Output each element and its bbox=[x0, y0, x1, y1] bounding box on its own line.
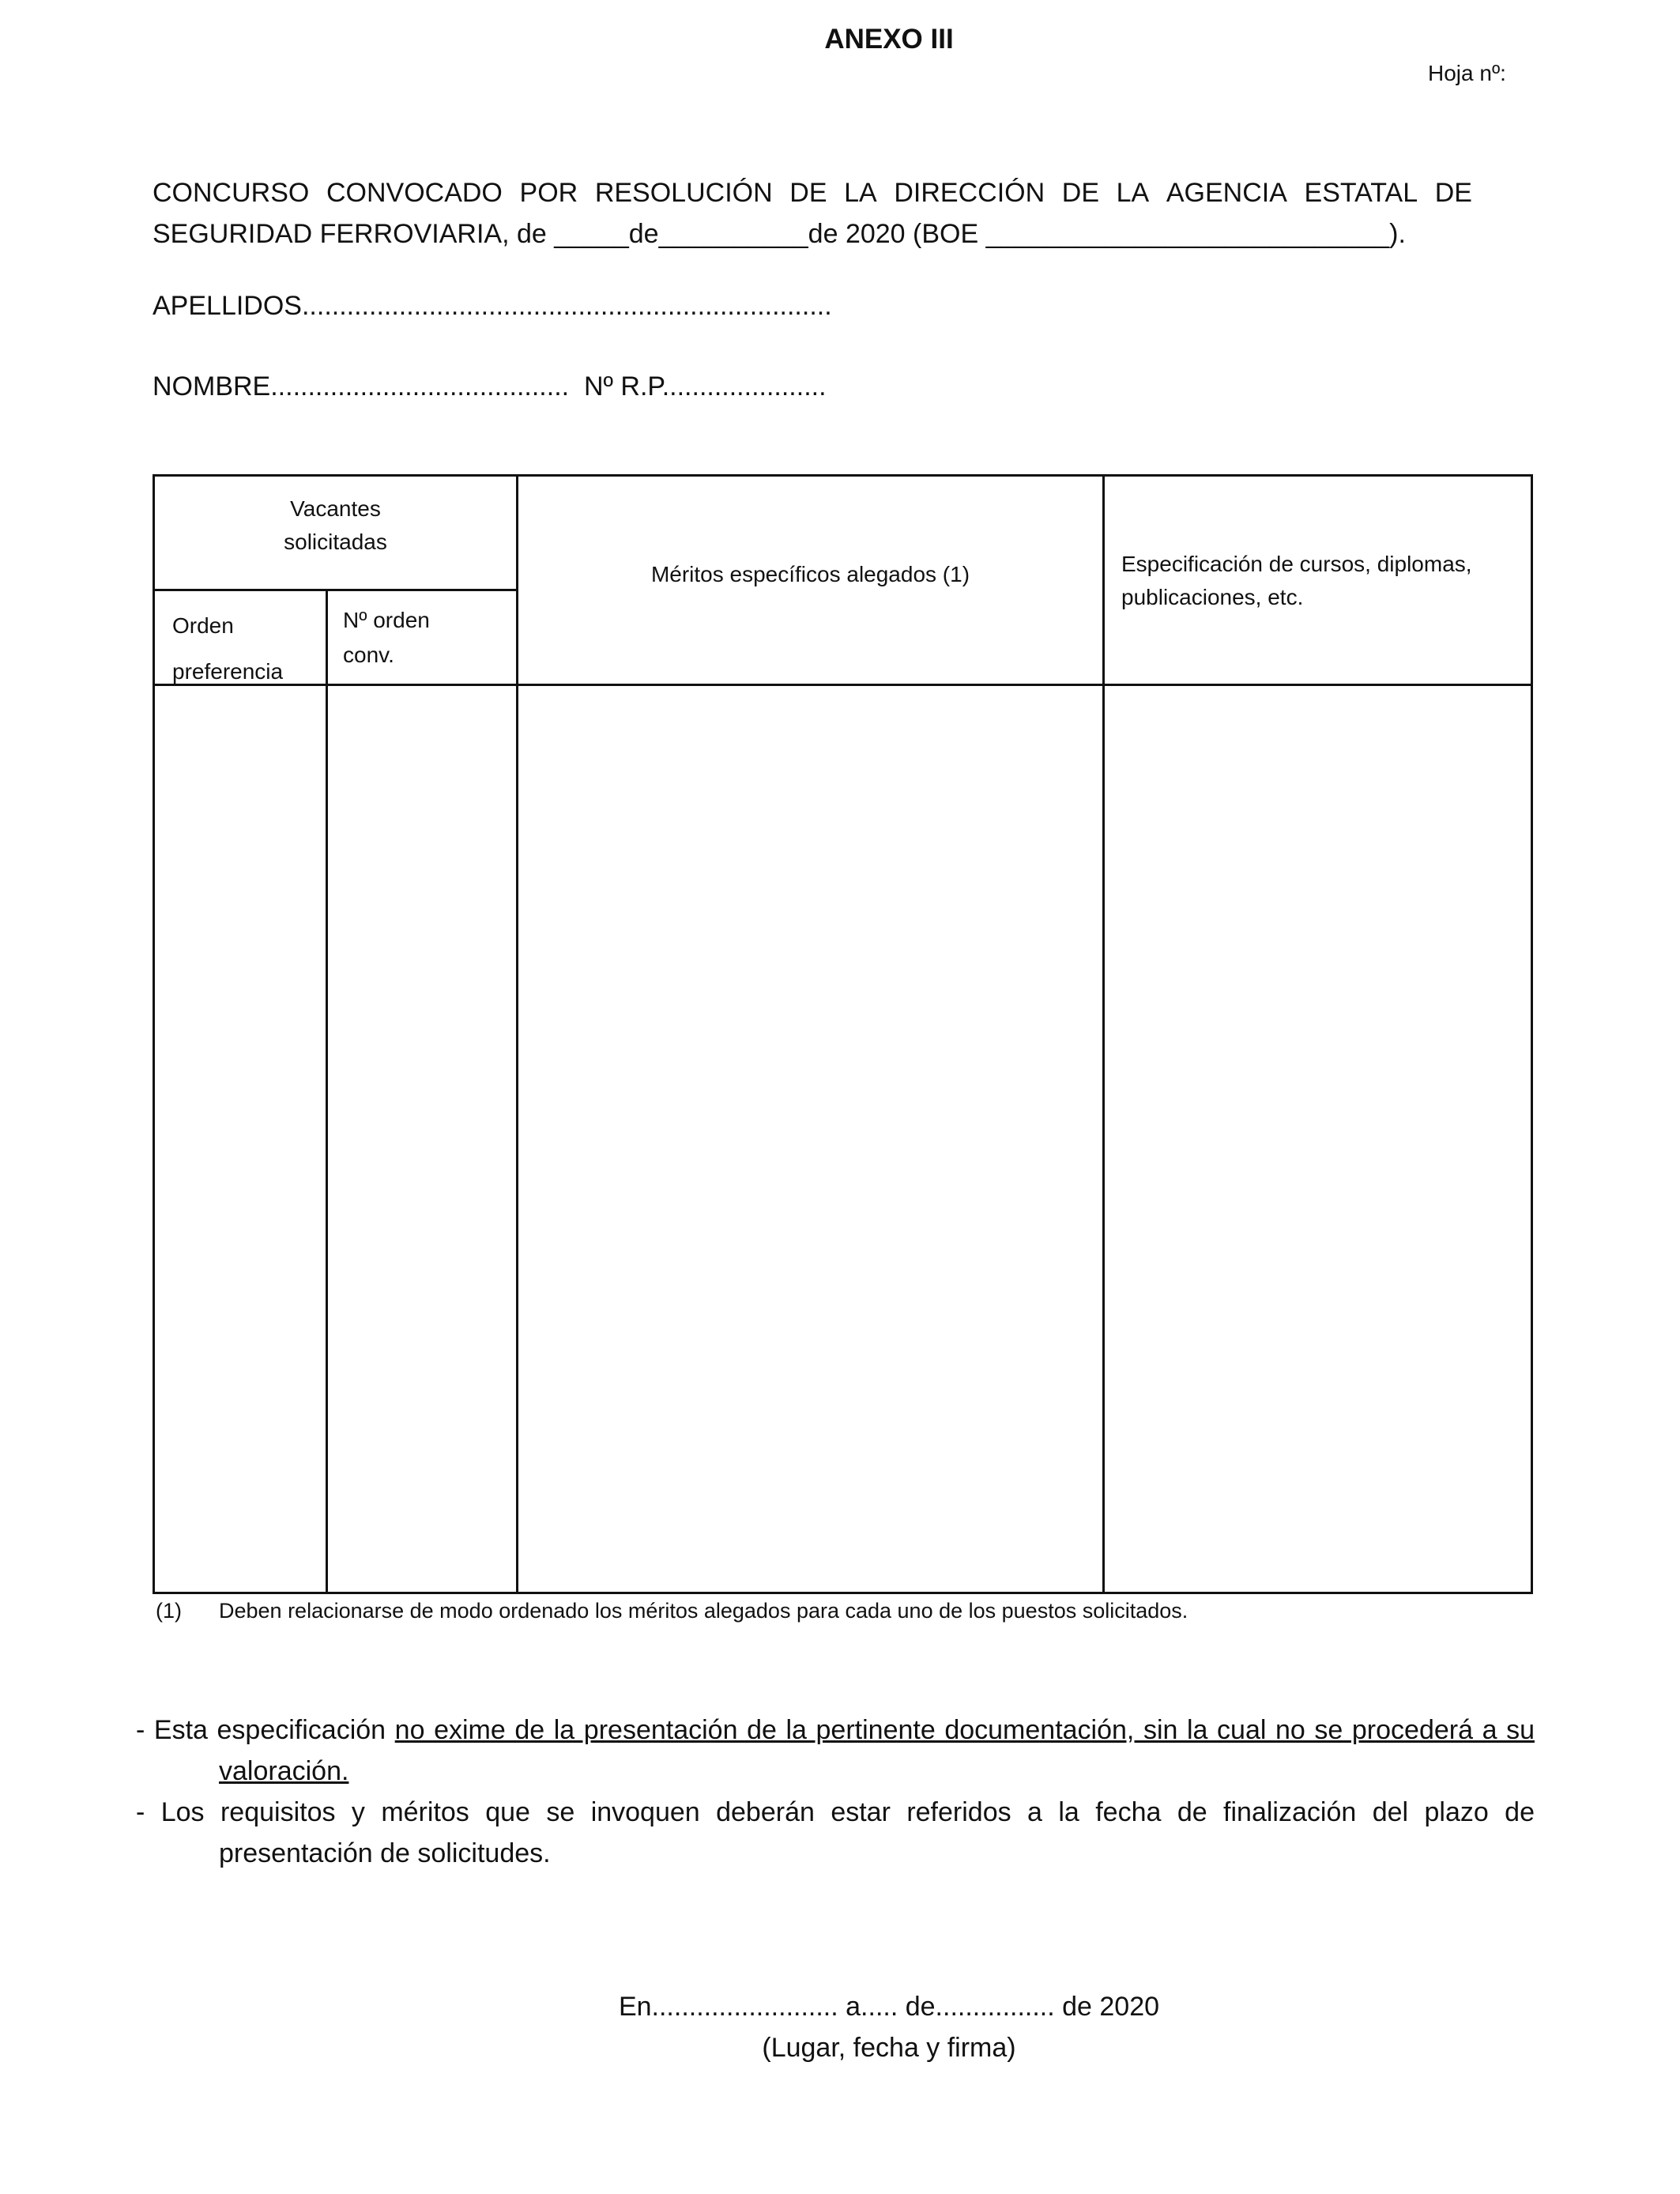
footnote-number: (1) bbox=[156, 1599, 182, 1623]
merits-header: Méritos específicos alegados (1) bbox=[650, 562, 970, 586]
specification-header-line: Especificación de cursos, diplomas, bbox=[1121, 552, 1472, 576]
merits-entry[interactable] bbox=[518, 686, 1102, 1592]
order-conv-line: Nº orden bbox=[343, 608, 430, 632]
notes-list bbox=[136, 1710, 1535, 1874]
note-requirements: - Los requisitos y méritos que se invoquen deberán estar referidos a la fecha de finalización del plazo de presentación de solicitudes. bbox=[136, 1797, 1535, 1868]
merits-table bbox=[153, 474, 1533, 1594]
footnote-text: Deben relacionarse de modo ordenado los méritos alegados para cada uno de los puestos solicitados. bbox=[219, 1599, 1188, 1623]
intro-word: DE bbox=[1061, 178, 1100, 208]
intro-word: LA bbox=[1116, 178, 1150, 208]
signature-place-date: En......................... a..... de................ de 2020 bbox=[618, 1992, 1160, 2022]
name-field[interactable]: NOMBRE........................................ bbox=[153, 371, 570, 401]
intro-word: DIRECCIÓN bbox=[894, 178, 1045, 208]
intro-word: LA bbox=[844, 178, 877, 208]
intro-word: RESOLUCIÓN bbox=[594, 178, 773, 208]
specification-header bbox=[1121, 548, 1472, 614]
order-preference-line: Orden bbox=[172, 613, 234, 638]
order-preference-entry[interactable] bbox=[155, 686, 326, 1592]
vacancies-header-line: solicitadas bbox=[284, 530, 387, 554]
intro-line-1 bbox=[153, 172, 1472, 213]
intro-line-2: SEGURIDAD FERROVIARIA, de _____de__________de 2020 (BOE ___________________________). bbox=[153, 219, 1406, 249]
intro-word: POR bbox=[519, 178, 578, 208]
intro-word: DE bbox=[789, 178, 827, 208]
rp-number-field[interactable]: Nº R.P...................... bbox=[584, 371, 827, 401]
document-title: ANEXO III bbox=[824, 24, 954, 55]
surnames-field[interactable]: APELLIDOS....................................................................... bbox=[153, 291, 832, 321]
order-conv-entry[interactable] bbox=[328, 686, 516, 1592]
note-documentation bbox=[136, 1710, 1535, 1792]
note-documentation-prefix: - Esta especificación bbox=[136, 1715, 395, 1745]
order-conv-header bbox=[343, 603, 430, 673]
intro-word: ESTATAL bbox=[1304, 178, 1418, 208]
name-field-row bbox=[153, 371, 827, 402]
intro-word: CONVOCADO bbox=[326, 178, 503, 208]
table-divider bbox=[155, 589, 517, 591]
intro-paragraph bbox=[153, 172, 1472, 254]
sheet-number-label: Hoja nº: bbox=[1428, 61, 1506, 85]
specification-header-line: publicaciones, etc. bbox=[1121, 585, 1304, 609]
order-conv-line: conv. bbox=[343, 643, 394, 667]
order-preference-header bbox=[172, 603, 283, 695]
footnote bbox=[156, 1599, 1188, 1623]
intro-word: DE bbox=[1434, 178, 1472, 208]
specification-entry[interactable] bbox=[1105, 686, 1531, 1592]
signature-caption: (Lugar, fecha y firma) bbox=[762, 2033, 1016, 2063]
note-documentation-underlined: no exime de la presentación de la pertinente documentación, sin la cual no se procederá a su valoración. bbox=[219, 1715, 1535, 1786]
vacancies-header-line: Vacantes bbox=[290, 496, 381, 521]
vacancies-header bbox=[155, 492, 516, 559]
order-preference-line: preferencia bbox=[172, 659, 284, 684]
intro-word: CONCURSO bbox=[153, 178, 310, 208]
intro-word: AGENCIA bbox=[1166, 178, 1287, 208]
